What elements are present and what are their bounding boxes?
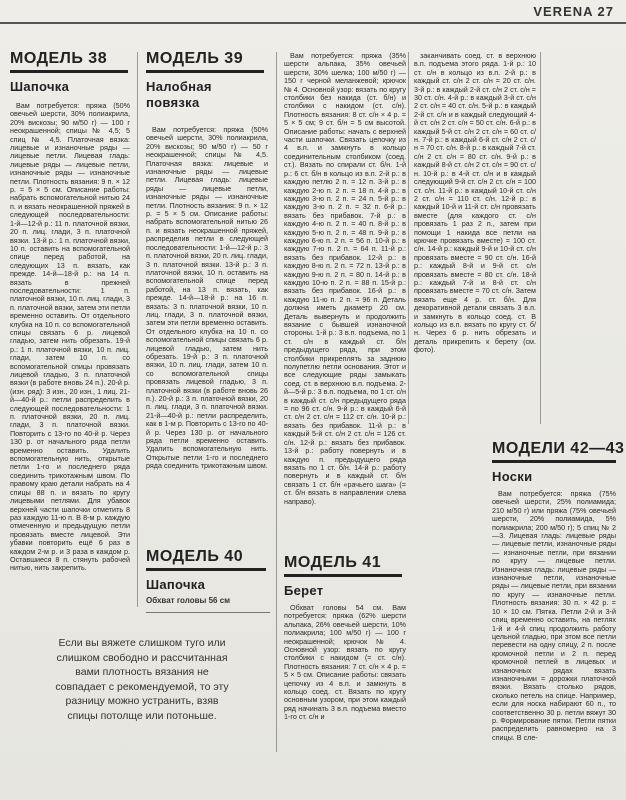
column-divider (137, 52, 138, 607)
section-rule (146, 612, 270, 613)
model-42-43-title: МОДЕЛИ 42—43 (492, 440, 616, 463)
model-41-title: МОДЕЛЬ 41 (284, 554, 402, 577)
model-38-subtitle: Шапочка (10, 79, 70, 94)
model-39-heading (146, 50, 264, 111)
model-38-title: МОДЕЛЬ 38 (10, 50, 128, 73)
column-divider (540, 52, 541, 424)
model-40-title: МОДЕЛЬ 40 (146, 548, 266, 571)
model-41-text-column (284, 604, 406, 792)
model-42-43-text-column (492, 490, 616, 790)
model-39-subtitle: Налобная повязка (146, 79, 212, 110)
model-38-text-column (10, 102, 130, 607)
brand-header (533, 4, 614, 19)
model-39-body: Вам потребуется: пряжа (50% овечьей шерсти, 30% полиакрила, 20% вискозы; 90 м/50 г) — 50 г неокрашенной; спицы № 4,5. Платочная вязка: лицевые и изнаночные ряды — лицевые петли. Лицевая гладь: лицевые ряды — лицевые петли, изнаночные ряды — изнаночные петли. Плотность вязания: 9 п. × 12 р. = 5 × 5 см. Описание работы: набрать вспомогательной нитью 26 п. и вязать неокрашенной пряжей, распределив петли в следующей последовательности: 1-й—12-й р.: 3 п. платочной вязки, 20 п. лиц. глади, 3 п. платочной вязки. 13-й р.: 3 п. платочной вязки, 10 п. оставить на вспомогательной спице перед работой, на 13 п. вязать, как прежде. 14-й—18-й р.: на 16 п. вязать: 3 п. платочной вязки, 10 п. лиц. глади, 3 п. платочной вязки, затем эти петли временно оставить. От отдельного клубка на 10 п. со вспомогательной спицы связать 6 р. лицевой гладью, затем нить обрезать. 19-й р.: 3 п. платочной вязки, 10 п. лиц. глади, затем 10 п. со вспомогательной спицы провязать лицевой гладью, 3 п. платочной вязки (в работе вновь 26 п.). 20-й р.: 3 п. платочной вязки, 20 п. лиц. глади, 3 п. платочной вязки. 21-й—40-й р.: петли распределить, как в 1-м р. Повторить с 13-го по 40-й р. Через 130 р. от начального ряда петли временно оставить. Удалить вспомогательную нить. Открытые петли 1-го и последнего ряда соединить трикотажным швом. (146, 126, 268, 471)
page-number: 27 (597, 4, 614, 19)
page-header (0, 0, 626, 26)
column-divider (276, 52, 277, 752)
tension-note: Если вы вяжете слишком туго или слишком свободно и рассчитанная вами плотность вязания не совпадает с рекомендуемой, то эту разницу можно устранить, взяв спицы потолще или потоньше. (55, 637, 229, 722)
model-40-subtitle: Шапочка (146, 577, 206, 592)
model-42-43-body: Вам потребуется: пряжа (75% овечьей шерсти, 25% полиамида; 210 м/50 г) или пряжа (75% овечьей шерсти, 20% полиамида, 5% полиакрила; 200 м/50 г); 5 спиц № 2—3. Лицевая гладь: лицевые ряды — лицевые петли, изнаночные ряды — изнаночные петли, при вязании по кругу — лицевые петли. Изнаночная гладь: лицевые ряды — изнаночные петли, изнаночные ряды — лицевые петли, при вязании по кругу — изнаночные петли. Плотность вязания: 30 п. × 42 р. = 10 × 10 см. Пятка. Петли 2-й и 3-й спиц временно оставить, на петлях 1-й и 4-й спиц продолжить работу цельной гладью, при этом все петли перевести на одну спицу, 2 п. после кромочной петли и 2 п. перед кромочной петлей в лицевых и изнаночных рядах вязать изнаночными = дорожки платочной вязки. Вязать столько рядов, сколько петель на спице. Например, если для носка набирают 60 п., то соответственно 30 р. петли вяжут 30 р. Формирование пятки. Петли пятки распределить равномерно на 3 спицы. В сле- (492, 490, 616, 742)
model-41-body: Обхват головы 54 см. Вам потребуется: пряжа (62% шерсти альпака, 26% овечьей шерсти, 10% полиакрила; 100 м/50 г) — 100 г неокрашенной; крючок № 4. Основной узор: вязать по кругу столбики с накидом (= ст. с/н). Плотность вязания: 7 ст. с/н × 4 р. = 5 × 5 см. Описание работы: связать цепочку из 4 в.п. и замкнуть в кольцо соед. ст. Вязать по кругу основным узором, при этом каждый ряд начинать 3 в.п. подъема вместо 1-го ст. с/н и (284, 604, 406, 722)
model-41-continued-body: заканчивать соед. ст. в верхнюю в.п. подъема этого ряда. 1-й р.: 10 ст. с/н в кольцо из в.п. 2-й р.: в каждый ст. с/н 2 ст. с/н = 20 ст. с/н. 3-й р.: в каждый 2-й ст. с/н 2 ст. с/н = 30 ст. с/н. 4-й р.: в каждый 3-й ст. с/н 2 ст. с/н = 40 ст. с/н. 5-й р.: в каждый 2-й ст. с/н и в каждый следующий 4-й ст. с/н 2 ст. с/н = 50 ст. с/н. 6-й р.: в каждый 5-й ст. с/н 2 ст. с/н = 60 ст. с/н. 7-й р.: в каждый 6-й ст. с/н 2 ст. с/н = 70 ст. с/н. 8-й р.: в каждый 7-й ст. с/н 2 ст. с/н = 80 ст. с/н. 9-й р.: в каждый 8-й ст. с/н 2 ст. с/н = 90 ст. с/н. 10-й р.: в 4-й ст. с/н и в каждый следующий 9-й ст. с/н 2 ст. с/н = 100 ст. с/н. 11-й р.: в каждый 10-й ст. с/н 2 ст. с/н = 110 ст. с/н. 12-й р.: в каждый 10-й и 11-й ст. с/н провязать вместе (для каждого ст. с/н провязать 1 раз 2 п., затем при помощи 1 накида все петли на крючке провязать вместе) = 100 ст. с/н. 14-й р.: каждый 9-й и 10-й ст. с/н провязать вместе = 90 ст. с/н. 16-й р.: каждый 8-й и 9-й ст. с/н провязать вместе = 80 ст. с/н. 18-й р.: каждый 7-й и 8-й ст. с/н провязать вместе = 70 ст. с/н. Затем вязать еще 4 р. ст. б/н. Для декоративной детали связать 3 в.п. и замкнуть в кольцо соед. ст. В кольцо из в.п. вязать по кругу ст. б/н. Через 6 р. нить обрезать и деталь прикрепить к берету (см. фото). (414, 52, 536, 355)
model-40-caption: Обхват головы 56 см (146, 596, 231, 605)
model-40-text-column (284, 52, 406, 528)
model-39-text-column (146, 126, 268, 538)
model-40-body: Вам потребуется: пряжа (35% шерсти альпака, 35% овечьей шерсти, 30% шелка; 100 м/50 г) — 150 г черной меланжевой; крючок № 4. Основной узор: вязать по кругу столбики без накида (ст. б/н) и столбики с накидом (ст. с/н). Плотность вязания: 8 ст. с/н × 4 р. = 5 × 5 см; 9 ст. б/н = 5 см высотой. Описание работы: начать с верхней части шапочки. Связать цепочку из 4 в.п. и замкнуть в кольцо соединительным столбиком (соед. ст.). Вязать по спирали ст. б/н. 1-й р.: 6 ст. б/н в кольцо из в.п. 2-й р.: в каждую петлю 2 п. = 12 п. 3-й р.: в каждую 2-ю п. 2 п. = 18 п. 4-й р.: в каждую 3-ю п. 2 п. = 24 п. 5-й р.: в каждую 3-ю п. 2 п. = 32 п. 6-й р.: вязать без прибавок. 7-й р.: в каждую 4-ю п. 2 п. = 40 п. 8-й р.: в каждую 5-ю п. 2 п. = 48 п. 9-й р.: в каждую 6-ю п. 2 п. = 56 п. 10-й р.: в каждую 7-ю п. 2 п. = 64 п. 11-й р.: вязать без прибавок. 12-й р.: в каждую 8-ю п. 2 п. = 72 п. 13-й р.: в каждую 9-ю п. 2 п. = 80 п. 14-й р.: в каждую 10-ю п. 2 п. = 88 п. 15-й р.: вязать без прибавок. 16-й р.: в каждую 11-ю п. 2 п. = 96 п. Деталь должна иметь диаметр 20 см. Деталь вывернуть и продолжить вязание с бывшей изнаночной стороны. 1-й р.: 3 в.п. подъема, по 1 ст. с/н в каждый ст. б/н предыдущего ряда, при этом столбики прикреплять за заднюю полупетлю петли основания. Этот и все следующие ряды замыкать соед. ст. в верхнюю в.п. подъема. 2-й—5-й р.: 3 в.п. подъема, по 1 ст. с/н в каждый ст. с/н предыдущего ряда = по 96 ст. с/н. 9-й р.: в каждый 6-й ст. с/н 2 ст. с/н = 112 ст. с/н. 10-й р.: вязать без прибавок. 11-й р.: в каждый 5-й ст. с/н 2 ст. с/н = 126 ст. с/н. 12-й р.: вязать без прибавок. 13-й р.: работу повернуть и в каждую п. предыдущего ряда вязать по 1 ст. б/н. 14-й р.: работу повернуть и в каждый ст. б/н связать 1 ст. б/н «рачьего шага» (= ст. б/н вязать в направлении слева направо). (284, 52, 406, 506)
model-38-body: Вам потребуется: пряжа (50% овечьей шерсти, 30% полиакрила, 20% вискозы; 90 м/50 г) — 100 г неокрашенной; спицы № 4,5; 5 спиц № 4,5. Платочная вязка: лицевые и изнаночные ряды — лицевые петли. Лицевая гладь: лицевые ряды — лицевые петли, изнаночные ряды — изнаночные петли. Плотность вязания: 9 п. × 12 р. = 5 × 5 см. Описание работы: набрать вспомогательной нитью 24 п. и вязать неокрашенной пряжей в следующей последовательности: 1-й—12-й р.: 11 п. платочной вязки, 20 п. лиц. глади, 3 п. платочной вязки. 13-й р.: 1 п. платочной вязки, 10 п. оставить на вспомогательной спице перед работой, на следующих 13 п. вязать, как прежде. 14-й—18-й р.: на 14 п. вязать в прежней последовательности: 1 п. платочной вязки, 10 п. лиц. глади, 3 п. платочной вязки, затем эти петли временно оставить. От отдельного клубка на 10 п. со вспомогательной спицы связать 6 р. лицевой гладью, затем нить обрезать. 19-й р.: 1 п. платочной вязки, 10 п. лиц. глади, затем 10 п. со вспомогательной спицы провязать лицевой гладью, 3 п. платочной вязки (в работе вновь 24 п.). 20-й р. (изн. ряд): 3 изн., 20 изн., 1 лиц. 21-й—40-й р.: петли распределить в следующей последовательности: 1 п. платочной вязки, 20 п. лиц. глади, 3 п. платочной вязки. Повторить с 13-го по 40-й р. Через 130 р. от начального ряда петли временно оставить. Удалить вспомогательную нить, открытые петли 1-го и последнего ряда соединить трикотажным швом. По правому краю детали набрать на 4 спицы 88 п. и вязать по кругу лицевыми петлями. Для убавок верхней части шапочки отметить 8 раз каждую 11-ю п. В 8-м р. каждую отмеченную и предыдущую петли провязать вместе лицевой. Эти убавки повторить ещё 6 раз в каждом 2-м р. и 3 раза в каждом р. Оставшиеся 8 п. стянуть рабочей нитью, нить закрепить. (10, 102, 130, 573)
header-rule (0, 22, 626, 24)
model-42-43-subtitle: Носки (492, 469, 533, 484)
model-38-heading (10, 50, 128, 94)
model-41-heading (284, 554, 402, 598)
model-41-subtitle: Берет (284, 583, 324, 598)
model-42-43-heading (492, 440, 625, 484)
model-39-title: МОДЕЛЬ 39 (146, 50, 264, 73)
column-divider (408, 52, 409, 424)
model-40-heading (146, 548, 266, 592)
model-41-continued-column (414, 52, 536, 424)
brand-name: VERENA (533, 4, 594, 19)
